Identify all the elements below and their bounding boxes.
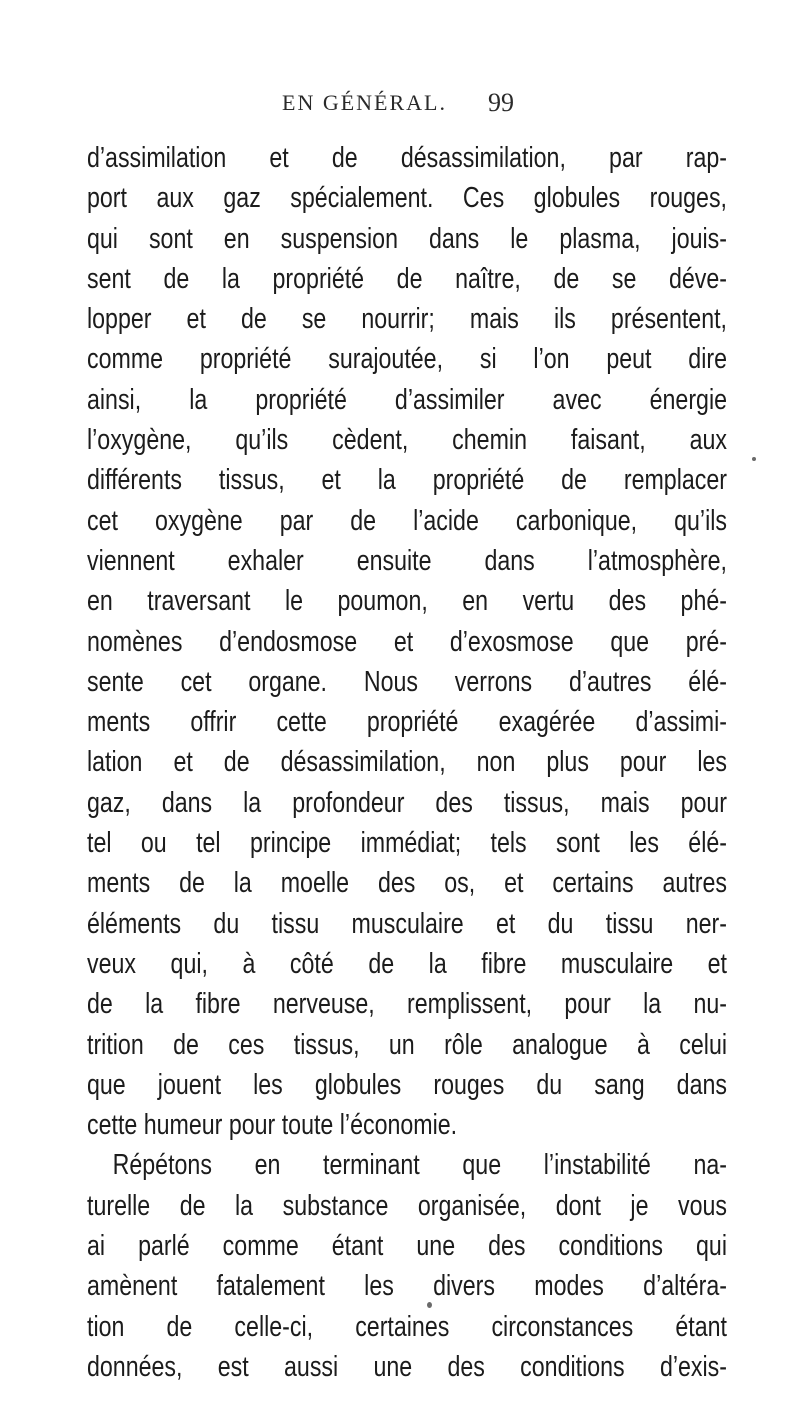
text-line: lopper et de se nourrir; mais ils présentent,: [87, 303, 727, 336]
body-text: [87, 138, 727, 1387]
text-line: tion de celle-ci, certaines circonstances étant: [87, 1310, 727, 1343]
text-line: ments offrir cette propriété exagérée d’assimi-: [87, 706, 727, 739]
page-number: 99: [488, 88, 514, 117]
text-line: tel ou tel principe immédiat; tels sont les élé-: [87, 827, 727, 860]
text-line: port aux gaz spécialement. Ces globules rouges,: [87, 182, 727, 215]
text-line: que jouent les globules rouges du sang dans: [87, 1068, 727, 1101]
text-line: ai parlé comme étant une des conditions qui: [87, 1230, 727, 1263]
text-line: gaz, dans la profondeur des tissus, mais pour: [87, 786, 727, 819]
text-line-paragraph-start: Répétons en terminant que l’instabilité na-: [112, 1149, 728, 1182]
running-title: EN GÉNÉRAL.: [282, 90, 447, 115]
text-line-paragraph-end: cette humeur pour toute l’économie.: [87, 1109, 458, 1142]
text-line: en traversant le poumon, en vertu des phé-: [87, 585, 727, 618]
text-line: d’assimilation et de désassimilation, par rap-: [87, 142, 727, 174]
running-head: [0, 90, 801, 122]
text-line: cet oxygène par de l’acide carbonique, qu’ils: [87, 504, 727, 537]
text-line: ainsi, la propriété d’assimiler avec énergie: [87, 383, 727, 416]
ink-speck: [752, 457, 756, 461]
text-line: ments de la moelle des os, et certains autres: [87, 867, 727, 900]
text-line: données, est aussi une des conditions d’exis-: [87, 1350, 727, 1383]
text-line: veux qui, à côté de la fibre musculaire et: [87, 947, 727, 980]
text-line: trition de ces tissus, un rôle analogue à celui: [87, 1028, 727, 1061]
text-line: l’oxygène, qu’ils cèdent, chemin faisant, aux: [87, 424, 727, 457]
ink-speck: [427, 1302, 432, 1308]
text-line: sente cet organe. Nous verrons d’autres élé-: [87, 665, 727, 698]
text-line: de la fibre nerveuse, remplissent, pour la nu-: [87, 988, 727, 1021]
text-line: turelle de la substance organisée, dont je vous: [87, 1189, 727, 1222]
text-line: viennent exhaler ensuite dans l’atmosphère,: [87, 544, 727, 577]
text-line: nomènes d’endosmose et d’exosmose que pré-: [87, 625, 727, 658]
text-line: sent de la propriété de naître, de se déve-: [87, 262, 727, 295]
text-line: différents tissus, et la propriété de remplacer: [87, 464, 727, 497]
text-line: amènent fatalement les divers modes d’altéra-: [87, 1270, 727, 1303]
text-line: éléments du tissu musculaire et du tissu ner-: [87, 907, 727, 940]
text-line: comme propriété surajoutée, si l’on peut dire: [87, 343, 727, 376]
text-line: lation et de désassimilation, non plus pour les: [87, 746, 727, 779]
text-line: qui sont en suspension dans le plasma, jouis-: [87, 222, 727, 255]
